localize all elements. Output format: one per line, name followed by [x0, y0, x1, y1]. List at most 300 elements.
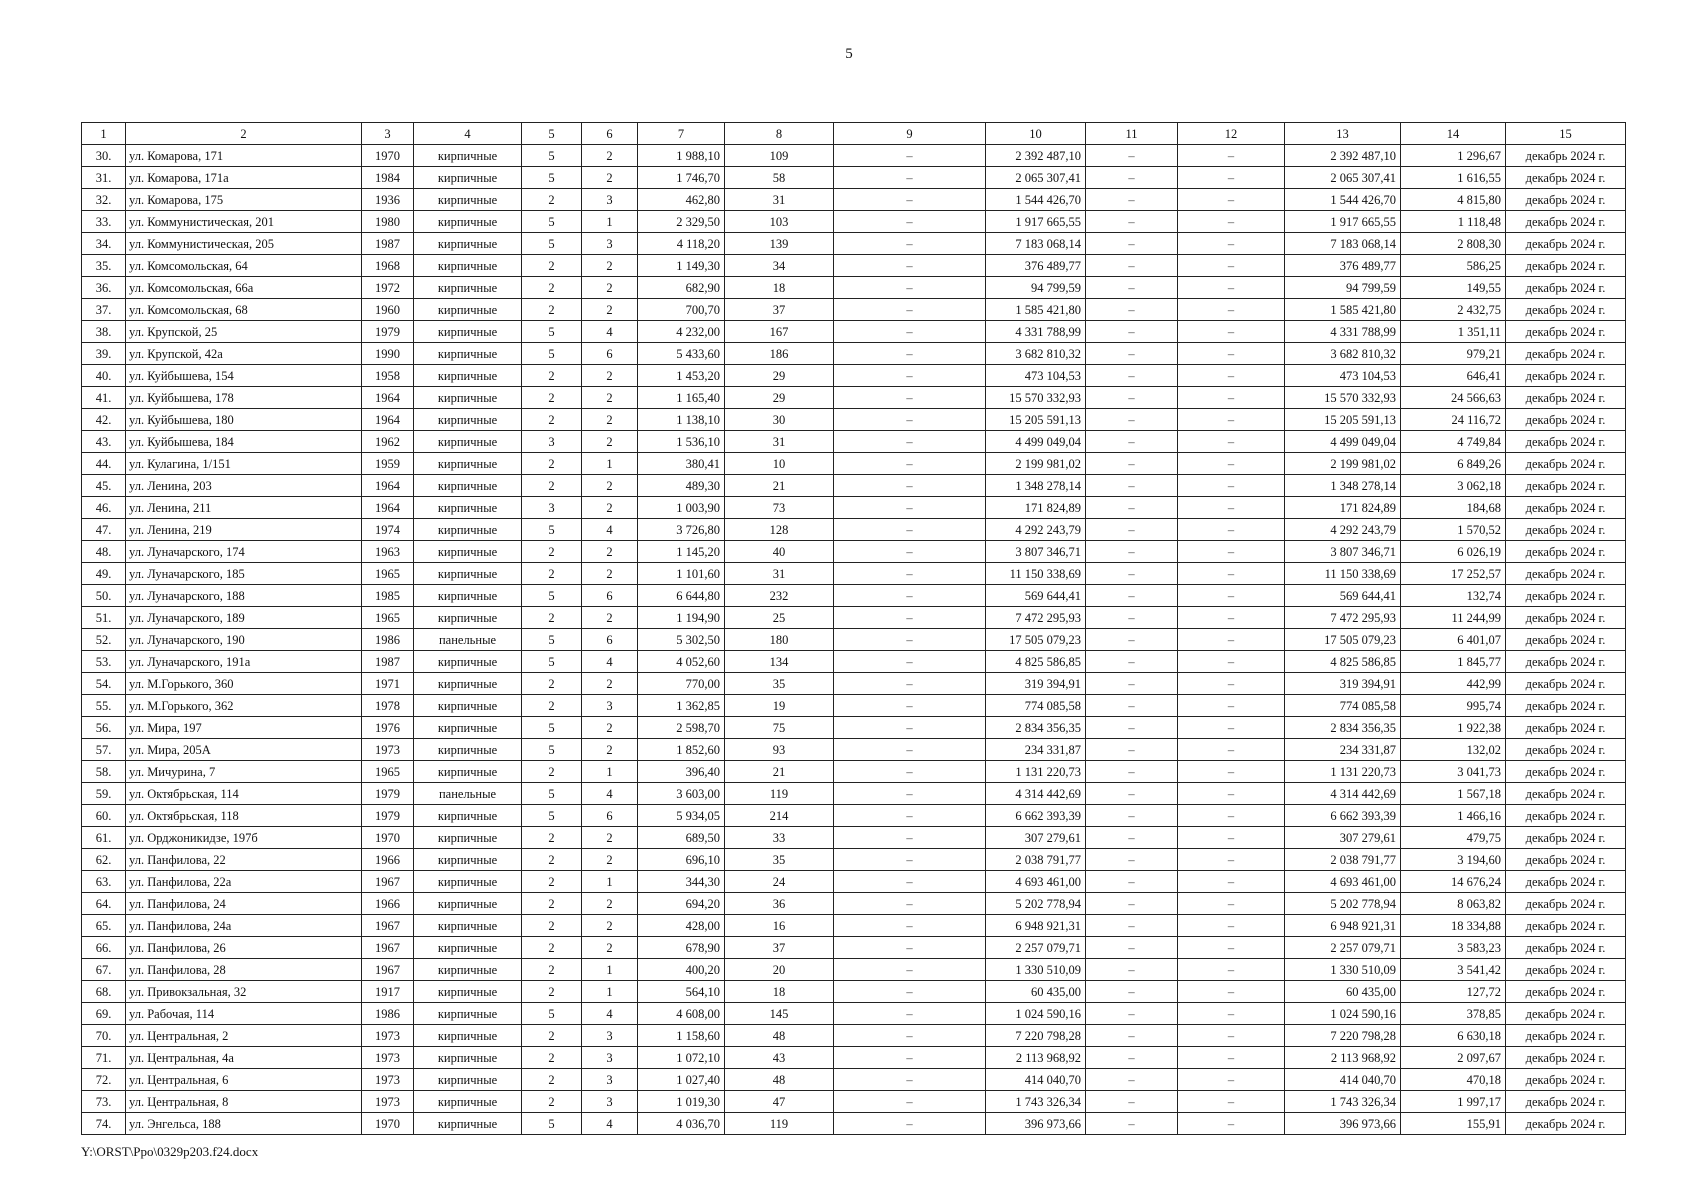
cell-address: ул. Луначарского, 185: [126, 563, 362, 585]
cell-col-12: –: [1178, 409, 1285, 431]
cell-wall-material: кирпичные: [414, 365, 522, 387]
cell-cost-fund: 396 973,66: [1285, 1113, 1401, 1135]
cell-cost-per-sqm: 8 063,82: [1401, 893, 1506, 915]
cell-col-9: –: [834, 255, 986, 277]
cell-col-11: –: [1086, 959, 1178, 981]
cell-area: 4 052,60: [638, 651, 725, 673]
page-number: 5: [845, 46, 853, 62]
cell-deadline: декабрь 2024 г.: [1506, 541, 1626, 563]
cell-cost-total: 774 085,58: [986, 695, 1086, 717]
cell-deadline: декабрь 2024 г.: [1506, 981, 1626, 1003]
cell-year: 1936: [362, 189, 414, 211]
cell-address: ул. Комсомольская, 66а: [126, 277, 362, 299]
cell-cost-total: 307 279,61: [986, 827, 1086, 849]
cell-floors: 2: [522, 1069, 582, 1091]
table-row: [82, 145, 1626, 167]
housing-table-container: [81, 122, 1626, 1135]
table-row: [82, 915, 1626, 937]
cell-col-11: –: [1086, 1113, 1178, 1135]
cell-area: 428,00: [638, 915, 725, 937]
cell-year: 1965: [362, 563, 414, 585]
cell-cost-total: 2 038 791,77: [986, 849, 1086, 871]
cell-deadline: декабрь 2024 г.: [1506, 277, 1626, 299]
cell-residents: 109: [725, 145, 834, 167]
cell-cost-fund: 1 131 220,73: [1285, 761, 1401, 783]
cell-col-9: –: [834, 211, 986, 233]
cell-cost-total: 4 331 788,99: [986, 321, 1086, 343]
cell-year: 1917: [362, 981, 414, 1003]
cell-floors: 2: [522, 299, 582, 321]
cell-col-11: –: [1086, 761, 1178, 783]
cell-col-12: –: [1178, 871, 1285, 893]
cell-cost-per-sqm: 1 922,38: [1401, 717, 1506, 739]
table-row: [82, 827, 1626, 849]
cell-wall-material: кирпичные: [414, 497, 522, 519]
cell-entrances: 2: [582, 827, 638, 849]
cell-cost-per-sqm: 479,75: [1401, 827, 1506, 849]
cell-cost-fund: 15 570 332,93: [1285, 387, 1401, 409]
cell-address: ул. Комарова, 175: [126, 189, 362, 211]
cell-col-12: –: [1178, 145, 1285, 167]
cell-cost-fund: 473 104,53: [1285, 365, 1401, 387]
cell-floors: 5: [522, 1113, 582, 1135]
cell-deadline: декабрь 2024 г.: [1506, 783, 1626, 805]
cell-area: 689,50: [638, 827, 725, 849]
cell-row-number: 70.: [82, 1025, 126, 1047]
cell-deadline: декабрь 2024 г.: [1506, 849, 1626, 871]
cell-col-12: –: [1178, 563, 1285, 585]
cell-address: ул. Комсомольская, 64: [126, 255, 362, 277]
cell-cost-total: 171 824,89: [986, 497, 1086, 519]
cell-deadline: декабрь 2024 г.: [1506, 915, 1626, 937]
cell-col-9: –: [834, 1113, 986, 1135]
cell-area: 1 149,30: [638, 255, 725, 277]
cell-wall-material: панельные: [414, 783, 522, 805]
cell-row-number: 41.: [82, 387, 126, 409]
table-row: [82, 585, 1626, 607]
cell-col-12: –: [1178, 739, 1285, 761]
cell-year: 1987: [362, 651, 414, 673]
cell-row-number: 68.: [82, 981, 126, 1003]
cell-col-11: –: [1086, 1091, 1178, 1113]
cell-residents: 47: [725, 1091, 834, 1113]
cell-cost-per-sqm: 6 026,19: [1401, 541, 1506, 563]
cell-row-number: 61.: [82, 827, 126, 849]
cell-cost-per-sqm: 24 116,72: [1401, 409, 1506, 431]
cell-col-12: –: [1178, 321, 1285, 343]
cell-deadline: декабрь 2024 г.: [1506, 145, 1626, 167]
cell-year: 1960: [362, 299, 414, 321]
cell-address: ул. Орджоникидзе, 197б: [126, 827, 362, 849]
cell-wall-material: кирпичные: [414, 387, 522, 409]
cell-floors: 5: [522, 805, 582, 827]
cell-col-11: –: [1086, 211, 1178, 233]
cell-residents: 33: [725, 827, 834, 849]
cell-address: ул. Куйбышева, 184: [126, 431, 362, 453]
cell-cost-per-sqm: 6 630,18: [1401, 1025, 1506, 1047]
cell-floors: 3: [522, 497, 582, 519]
cell-col-11: –: [1086, 849, 1178, 871]
cell-col-12: –: [1178, 233, 1285, 255]
table-row: [82, 519, 1626, 541]
header-cell: 13: [1285, 123, 1401, 145]
cell-row-number: 39.: [82, 343, 126, 365]
cell-col-11: –: [1086, 717, 1178, 739]
cell-col-9: –: [834, 1047, 986, 1069]
cell-residents: 139: [725, 233, 834, 255]
cell-year: 1979: [362, 783, 414, 805]
cell-area: 4 118,20: [638, 233, 725, 255]
cell-cost-per-sqm: 470,18: [1401, 1069, 1506, 1091]
cell-row-number: 52.: [82, 629, 126, 651]
cell-col-9: –: [834, 783, 986, 805]
cell-col-11: –: [1086, 255, 1178, 277]
cell-col-9: –: [834, 453, 986, 475]
cell-year: 1959: [362, 453, 414, 475]
cell-entrances: 2: [582, 409, 638, 431]
cell-cost-total: 2 065 307,41: [986, 167, 1086, 189]
cell-address: ул. Луначарского, 190: [126, 629, 362, 651]
cell-cost-total: 2 834 356,35: [986, 717, 1086, 739]
cell-wall-material: кирпичные: [414, 1025, 522, 1047]
table-row: [82, 959, 1626, 981]
cell-deadline: декабрь 2024 г.: [1506, 695, 1626, 717]
table-row: [82, 299, 1626, 321]
cell-floors: 5: [522, 651, 582, 673]
cell-entrances: 1: [582, 761, 638, 783]
cell-floors: 2: [522, 277, 582, 299]
cell-area: 489,30: [638, 475, 725, 497]
cell-address: ул. Крупской, 42а: [126, 343, 362, 365]
cell-wall-material: кирпичные: [414, 937, 522, 959]
cell-row-number: 67.: [82, 959, 126, 981]
cell-col-11: –: [1086, 321, 1178, 343]
cell-row-number: 31.: [82, 167, 126, 189]
cell-deadline: декабрь 2024 г.: [1506, 431, 1626, 453]
cell-col-11: –: [1086, 167, 1178, 189]
cell-entrances: 4: [582, 783, 638, 805]
cell-residents: 29: [725, 387, 834, 409]
cell-residents: 167: [725, 321, 834, 343]
cell-row-number: 62.: [82, 849, 126, 871]
cell-address: ул. Панфилова, 24а: [126, 915, 362, 937]
cell-year: 1973: [362, 1047, 414, 1069]
cell-wall-material: кирпичные: [414, 1069, 522, 1091]
cell-residents: 73: [725, 497, 834, 519]
cell-cost-per-sqm: 1 616,55: [1401, 167, 1506, 189]
cell-cost-total: 6 662 393,39: [986, 805, 1086, 827]
cell-cost-fund: 2 257 079,71: [1285, 937, 1401, 959]
cell-wall-material: кирпичные: [414, 871, 522, 893]
cell-cost-fund: 1 917 665,55: [1285, 211, 1401, 233]
cell-cost-per-sqm: 979,21: [1401, 343, 1506, 365]
cell-col-12: –: [1178, 1003, 1285, 1025]
cell-cost-per-sqm: 3 194,60: [1401, 849, 1506, 871]
cell-floors: 5: [522, 783, 582, 805]
cell-area: 1 019,30: [638, 1091, 725, 1113]
cell-col-9: –: [834, 805, 986, 827]
cell-col-9: –: [834, 409, 986, 431]
cell-residents: 43: [725, 1047, 834, 1069]
cell-entrances: 2: [582, 299, 638, 321]
cell-floors: 2: [522, 475, 582, 497]
cell-row-number: 64.: [82, 893, 126, 915]
cell-col-12: –: [1178, 189, 1285, 211]
cell-col-9: –: [834, 519, 986, 541]
cell-entrances: 6: [582, 629, 638, 651]
cell-col-11: –: [1086, 651, 1178, 673]
cell-cost-per-sqm: 14 676,24: [1401, 871, 1506, 893]
cell-entrances: 2: [582, 431, 638, 453]
cell-row-number: 30.: [82, 145, 126, 167]
cell-year: 1967: [362, 871, 414, 893]
cell-col-9: –: [834, 629, 986, 651]
cell-address: ул. Панфилова, 26: [126, 937, 362, 959]
cell-entrances: 2: [582, 937, 638, 959]
cell-col-12: –: [1178, 475, 1285, 497]
cell-residents: 180: [725, 629, 834, 651]
cell-row-number: 48.: [82, 541, 126, 563]
cell-entrances: 2: [582, 541, 638, 563]
cell-year: 1985: [362, 585, 414, 607]
cell-entrances: 2: [582, 673, 638, 695]
cell-year: 1978: [362, 695, 414, 717]
cell-cost-total: 6 948 921,31: [986, 915, 1086, 937]
cell-col-9: –: [834, 871, 986, 893]
cell-area: 694,20: [638, 893, 725, 915]
cell-area: 1 536,10: [638, 431, 725, 453]
cell-cost-per-sqm: 4 749,84: [1401, 431, 1506, 453]
cell-cost-fund: 7 183 068,14: [1285, 233, 1401, 255]
cell-deadline: декабрь 2024 г.: [1506, 739, 1626, 761]
cell-address: ул. Центральная, 8: [126, 1091, 362, 1113]
cell-col-11: –: [1086, 805, 1178, 827]
table-row: [82, 1091, 1626, 1113]
cell-col-9: –: [834, 1069, 986, 1091]
header-cell: 4: [414, 123, 522, 145]
cell-cost-total: 15 205 591,13: [986, 409, 1086, 431]
cell-address: ул. Центральная, 2: [126, 1025, 362, 1047]
cell-deadline: декабрь 2024 г.: [1506, 299, 1626, 321]
cell-year: 1971: [362, 673, 414, 695]
cell-floors: 2: [522, 1091, 582, 1113]
cell-row-number: 35.: [82, 255, 126, 277]
cell-cost-fund: 569 644,41: [1285, 585, 1401, 607]
cell-residents: 21: [725, 475, 834, 497]
cell-area: 1 194,90: [638, 607, 725, 629]
footer-file-path: Y:\ORST\Ppo\0329p203.f24.docx: [81, 1144, 259, 1159]
cell-floors: 2: [522, 937, 582, 959]
cell-deadline: декабрь 2024 г.: [1506, 629, 1626, 651]
table-row: [82, 695, 1626, 717]
cell-wall-material: кирпичные: [414, 409, 522, 431]
cell-floors: 2: [522, 387, 582, 409]
cell-deadline: декабрь 2024 г.: [1506, 453, 1626, 475]
cell-cost-per-sqm: 3 062,18: [1401, 475, 1506, 497]
cell-floors: 5: [522, 211, 582, 233]
cell-col-11: –: [1086, 871, 1178, 893]
cell-entrances: 3: [582, 1047, 638, 1069]
cell-area: 4 232,00: [638, 321, 725, 343]
cell-col-9: –: [834, 343, 986, 365]
cell-floors: 2: [522, 871, 582, 893]
cell-col-12: –: [1178, 717, 1285, 739]
cell-col-11: –: [1086, 519, 1178, 541]
cell-cost-fund: 60 435,00: [1285, 981, 1401, 1003]
cell-entrances: 1: [582, 211, 638, 233]
cell-cost-total: 1 348 278,14: [986, 475, 1086, 497]
cell-area: 1 362,85: [638, 695, 725, 717]
cell-col-12: –: [1178, 211, 1285, 233]
cell-col-11: –: [1086, 189, 1178, 211]
cell-cost-fund: 7 472 295,93: [1285, 607, 1401, 629]
cell-col-9: –: [834, 981, 986, 1003]
cell-year: 1962: [362, 431, 414, 453]
cell-residents: 30: [725, 409, 834, 431]
cell-col-12: –: [1178, 541, 1285, 563]
cell-col-9: –: [834, 827, 986, 849]
cell-area: 2 329,50: [638, 211, 725, 233]
cell-residents: 214: [725, 805, 834, 827]
cell-year: 1970: [362, 1113, 414, 1135]
cell-area: 1 072,10: [638, 1047, 725, 1069]
housing-table: [81, 122, 1626, 1135]
cell-cost-fund: 6 948 921,31: [1285, 915, 1401, 937]
cell-floors: 5: [522, 585, 582, 607]
cell-cost-fund: 2 834 356,35: [1285, 717, 1401, 739]
cell-year: 1963: [362, 541, 414, 563]
cell-cost-total: 4 292 243,79: [986, 519, 1086, 541]
header-cell: 3: [362, 123, 414, 145]
cell-entrances: 3: [582, 1025, 638, 1047]
header-cell: 1: [82, 123, 126, 145]
cell-wall-material: кирпичные: [414, 233, 522, 255]
cell-entrances: 2: [582, 475, 638, 497]
cell-cost-fund: 4 693 461,00: [1285, 871, 1401, 893]
cell-entrances: 2: [582, 365, 638, 387]
cell-entrances: 4: [582, 519, 638, 541]
cell-area: 462,80: [638, 189, 725, 211]
cell-cost-per-sqm: 17 252,57: [1401, 563, 1506, 585]
cell-col-12: –: [1178, 277, 1285, 299]
cell-floors: 3: [522, 431, 582, 453]
cell-col-11: –: [1086, 409, 1178, 431]
cell-cost-total: 376 489,77: [986, 255, 1086, 277]
cell-cost-per-sqm: 11 244,99: [1401, 607, 1506, 629]
cell-cost-per-sqm: 586,25: [1401, 255, 1506, 277]
cell-cost-per-sqm: 378,85: [1401, 1003, 1506, 1025]
cell-cost-total: 234 331,87: [986, 739, 1086, 761]
cell-cost-fund: 2 113 968,92: [1285, 1047, 1401, 1069]
cell-wall-material: кирпичные: [414, 849, 522, 871]
cell-col-11: –: [1086, 1025, 1178, 1047]
cell-col-9: –: [834, 849, 986, 871]
cell-address: ул. Рабочая, 114: [126, 1003, 362, 1025]
cell-entrances: 3: [582, 695, 638, 717]
cell-deadline: декабрь 2024 г.: [1506, 255, 1626, 277]
cell-cost-total: 473 104,53: [986, 365, 1086, 387]
cell-residents: 31: [725, 563, 834, 585]
cell-col-11: –: [1086, 299, 1178, 321]
cell-cost-total: 17 505 079,23: [986, 629, 1086, 651]
cell-floors: 2: [522, 255, 582, 277]
table-row: [82, 1003, 1626, 1025]
table-row: [82, 189, 1626, 211]
cell-wall-material: кирпичные: [414, 915, 522, 937]
cell-row-number: 47.: [82, 519, 126, 541]
header-cell: 6: [582, 123, 638, 145]
cell-cost-total: 1 585 421,80: [986, 299, 1086, 321]
cell-year: 1964: [362, 409, 414, 431]
cell-residents: 24: [725, 871, 834, 893]
cell-address: ул. Коммунистическая, 201: [126, 211, 362, 233]
cell-deadline: декабрь 2024 г.: [1506, 497, 1626, 519]
cell-entrances: 2: [582, 497, 638, 519]
cell-year: 1990: [362, 343, 414, 365]
table-row: [82, 1025, 1626, 1047]
table-row: [82, 453, 1626, 475]
cell-row-number: 37.: [82, 299, 126, 321]
cell-residents: 34: [725, 255, 834, 277]
cell-residents: 93: [725, 739, 834, 761]
table-row: [82, 871, 1626, 893]
cell-row-number: 50.: [82, 585, 126, 607]
cell-year: 1979: [362, 321, 414, 343]
cell-entrances: 1: [582, 981, 638, 1003]
cell-address: ул. Луначарского, 174: [126, 541, 362, 563]
cell-cost-fund: 774 085,58: [1285, 695, 1401, 717]
table-row: [82, 167, 1626, 189]
cell-address: ул. Мира, 205А: [126, 739, 362, 761]
cell-cost-total: 569 644,41: [986, 585, 1086, 607]
table-row: [82, 497, 1626, 519]
header-cell: 8: [725, 123, 834, 145]
cell-wall-material: кирпичные: [414, 1003, 522, 1025]
cell-wall-material: кирпичные: [414, 541, 522, 563]
cell-year: 1966: [362, 893, 414, 915]
cell-floors: 5: [522, 145, 582, 167]
cell-floors: 5: [522, 343, 582, 365]
cell-year: 1965: [362, 761, 414, 783]
cell-deadline: декабрь 2024 г.: [1506, 211, 1626, 233]
cell-col-11: –: [1086, 563, 1178, 585]
cell-col-11: –: [1086, 277, 1178, 299]
cell-year: 1986: [362, 629, 414, 651]
cell-address: ул. Коммунистическая, 205: [126, 233, 362, 255]
cell-residents: 37: [725, 937, 834, 959]
cell-year: 1984: [362, 167, 414, 189]
cell-address: ул. Куйбышева, 178: [126, 387, 362, 409]
cell-entrances: 2: [582, 167, 638, 189]
cell-deadline: декабрь 2024 г.: [1506, 651, 1626, 673]
cell-address: ул. Октябрьская, 118: [126, 805, 362, 827]
cell-entrances: 2: [582, 387, 638, 409]
cell-col-9: –: [834, 299, 986, 321]
cell-cost-per-sqm: 3 041,73: [1401, 761, 1506, 783]
cell-residents: 35: [725, 849, 834, 871]
cell-floors: 2: [522, 541, 582, 563]
cell-deadline: декабрь 2024 г.: [1506, 233, 1626, 255]
cell-area: 1 165,40: [638, 387, 725, 409]
cell-year: 1973: [362, 739, 414, 761]
cell-address: ул. Центральная, 6: [126, 1069, 362, 1091]
table-row: [82, 849, 1626, 871]
cell-col-12: –: [1178, 255, 1285, 277]
cell-cost-per-sqm: 3 583,23: [1401, 937, 1506, 959]
cell-col-11: –: [1086, 1069, 1178, 1091]
cell-col-11: –: [1086, 453, 1178, 475]
cell-cost-per-sqm: 1 118,48: [1401, 211, 1506, 233]
